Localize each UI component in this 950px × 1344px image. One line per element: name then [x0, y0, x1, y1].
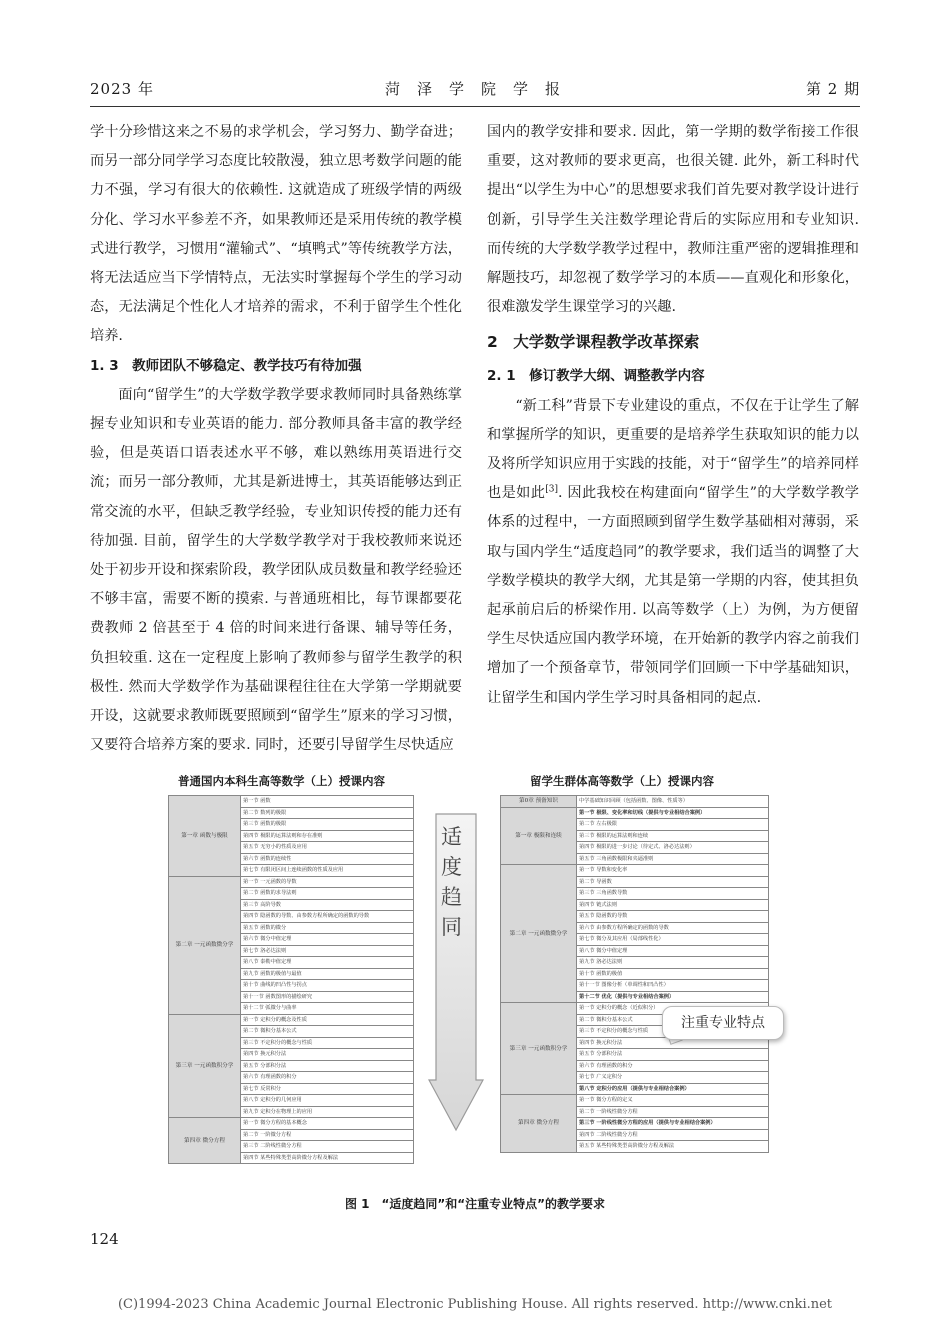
section-cell: 第八节 定积分的应用（提供与专业相结合案例） [577, 1083, 769, 1095]
chapter-cell: 第一章 极限和连续 [501, 807, 577, 865]
chapter-cell: 第0章 预备知识 [501, 796, 577, 808]
section-cell: 第四节 链式法则 [577, 899, 769, 911]
section-cell: 第十一节 图像分析（单调性和凹凸性） [577, 980, 769, 992]
left-paragraph-2: 面向“留学生”的大学数学教学要求教师同时具备熟练掌握专业知识和专业英语的能力. 部分教师具备丰富的教学经验，但是英语口语表述水平不够，难以熟练用英语进行交流；而另一部分教师，尤其是新进博士，其英语能够达到正常交流的水平，但缺乏教学经验，专业知识传授的能力还有待加强. 目前，留学生的大学数学教学对于我校教师来说还处于初步开设和探索阶段，教学团队成员数量和教学经验还不够丰富，需要不断的摸索. 与普通班相比，每节课都要花费教师 2 倍甚至于 4 倍的时间来进行备课、辅导等任务，负担较重. 这在一定程度上影响了教师参与留学生教学的积极性. 然而大学数学作为基础课程往往在大学第一学期就要开设，这就要求教师既要照顾到“留学生”原来的学习习惯，又要符合培养方案的要求. 同时，还要引导留学生尽快适应 [90, 386, 462, 754]
section-cell: 第一节 微分方程的基本概念 [241, 1118, 414, 1130]
section-cell: 第七节 有限闭区间上连续函数的性质及应用 [241, 865, 414, 877]
section-cell: 第四节 隐函数的导数、由参数方程所确定的函数的导数 [241, 911, 414, 923]
section-cell: 第四节 二阶线性微分方程 [577, 1129, 769, 1141]
right-column [487, 118, 859, 713]
figure-right-title: 留学生群体高等数学（上）授课内容 [530, 774, 714, 788]
section-cell: 第二节 左右极限 [577, 819, 769, 831]
table-row [501, 865, 769, 877]
section-cell: 第八节 定积分的几何应用 [241, 1095, 414, 1107]
section-cell: 第一节 定积分的概念及性质 [241, 1014, 414, 1026]
section-cell: 第二节 导函数 [577, 876, 769, 888]
section-cell: 第七节 反常积分 [241, 1083, 414, 1095]
section-cell: 第六节 由参数方程所确定的函数的导数 [577, 922, 769, 934]
table-row [501, 796, 769, 808]
domestic-syllabus-table [168, 795, 414, 1164]
section-cell: 第六节 函数的连续性 [241, 853, 414, 865]
section-cell: 第四节 某些特殊类型高阶微分方程及解法 [241, 1152, 414, 1164]
section-cell: 第二节 函数的求导法则 [241, 888, 414, 900]
section-cell: 第三节 高阶导数 [241, 899, 414, 911]
header-journal: 菏 泽 学 院 学 报 [385, 80, 562, 98]
section-cell: 第二节 一阶线性微分方程 [577, 1106, 769, 1118]
section-cell: 第九节 定积分在物理上的应用 [241, 1106, 414, 1118]
section-cell: 第三节 不定积分的概念与性质 [577, 1026, 769, 1038]
section-cell: 第九节 函数的极值与最值 [241, 968, 414, 980]
section-cell: 第四节 极限的运算法则和存在准则 [241, 830, 414, 842]
chapter-cell: 第二章 一元函数微分学 [501, 865, 577, 1003]
table-row [501, 1095, 769, 1107]
section-cell: 第二节 数列的极限 [241, 807, 414, 819]
section-cell: 第一节 导数和变化率 [577, 865, 769, 877]
section-cell: 第六节 有理函数的积分 [577, 1060, 769, 1072]
figure-left-title: 普通国内本科生高等数学（上）授课内容 [178, 774, 385, 788]
section-cell: 第七节 洛必达法则 [241, 945, 414, 957]
header-issue: 第 2 期 [806, 80, 861, 98]
section-cell: 第五节 隐函数的导数 [577, 911, 769, 923]
page-number: 124 [90, 1230, 119, 1248]
chapter-cell: 第三章 一元函数积分学 [169, 1014, 241, 1118]
section-cell: 第三节 极限的运算法则和连续 [577, 830, 769, 842]
section-cell: 第十节 函数的极值 [577, 968, 769, 980]
section-cell: 第五节 分部积分法 [241, 1060, 414, 1072]
section-1-3-heading: 1. 3 教师团队不够稳定、教学技巧有待加强 [90, 357, 362, 374]
section-cell: 第一节 极限、变化率和切线（提供与专业相结合案例） [577, 807, 769, 819]
section-cell: 第二节 一阶微分方程 [241, 1129, 414, 1141]
section-cell: 第一节 函数 [241, 796, 414, 808]
chapter-cell: 第四章 微分方程 [501, 1095, 577, 1153]
table-row [169, 1118, 414, 1130]
section-cell: 第一节 微分方程的定义 [577, 1095, 769, 1107]
section-cell: 第八节 微分中值定理 [577, 945, 769, 957]
section-cell: 第六节 有理函数的积分 [241, 1072, 414, 1084]
chapter-cell: 第三章 一元函数积分学 [501, 1003, 577, 1095]
section-cell: 第五节 某些特殊类型高阶微分方程及解法 [577, 1141, 769, 1153]
section-cell: 第四节 换元积分法 [577, 1037, 769, 1049]
header-rule [90, 106, 860, 107]
section-cell: 第一节 定积分的概念（近似积分） [577, 1003, 769, 1015]
right-paragraph-1: 国内的教学安排和要求. 因此，第一学期的数学衔接工作很重要，这对教师的要求更高，也很关键. 此外，新工科时代提出“以学生为中心”的思想要求我们首先要对教学设计进行创新，引导学生关注数学理论背后的实际应用和专业知识. 而传统的大学数学教学过程中，教师注重严密的逻辑推理和解题技巧，却忽视了数学学习的本质——直观化和形象化，很难激发学生课堂学习的兴趣. [487, 124, 859, 316]
section-cell: 第十节 曲线的凹凸性与拐点 [241, 980, 414, 992]
section-cell: 第十一节 函数图形的描绘研究 [241, 991, 414, 1003]
table-row [169, 796, 414, 808]
citation: [3] [545, 484, 559, 495]
section-cell: 第三节 不定积分的概念与性质 [241, 1037, 414, 1049]
section-cell: 第五节 分部积分法 [577, 1049, 769, 1061]
section-cell: 第五节 三角函数极限和夹逼准则 [577, 853, 769, 865]
section-cell: 第一节 一元函数的导数 [241, 876, 414, 888]
chapter-cell: 第一章 函数与极限 [169, 796, 241, 877]
table-row [169, 876, 414, 888]
section-cell: 第十二节 弧微分与曲率 [241, 1003, 414, 1015]
section-cell: 第七节 微分及其应用（局部线性化） [577, 934, 769, 946]
section-cell: 第九节 洛必达法则 [577, 957, 769, 969]
section-cell: 第三节 三角函数导数 [577, 888, 769, 900]
section-cell: 第二节 微积分基本公式 [241, 1026, 414, 1038]
section-cell: 第五节 函数的微分 [241, 922, 414, 934]
chapter-cell: 第四章 微分方程 [169, 1118, 241, 1164]
section-cell: 第三节 函数的极限 [241, 819, 414, 831]
section-cell: 第三节 一阶线性微分方程的应用（提供与专业相结合案例） [577, 1118, 769, 1130]
section-cell: 第十二节 优化（提供与专业相结合案例） [577, 991, 769, 1003]
section-cell: 第五节 无穷小的性质及应用 [241, 842, 414, 854]
callout-bubble: 注重专业特点 [662, 1006, 784, 1040]
table-row [501, 807, 769, 819]
chapter-cell: 第二章 一元函数微分学 [169, 876, 241, 1014]
figure-caption: 图 1 “适度趋同”和“注重专业特点”的教学要求 [344, 1197, 606, 1211]
left-paragraph-1: 学十分珍惜这来之不易的求学机会，学习努力、勤学奋进；而另一部分同学学习态度比较散漫，独立思考数学问题的能力不强，学习有很大的依赖性. 这就造成了班级学情的两级分化、学习水平参差不齐，如果教师还是采用传统的教学模式进行教学，习惯用“灌输式”、“填鸭式”等传统教学方法，将无法适应当下学情特点，无法实时掌握每个学生的学习动态，无法满足个性化人才培养的需求，不利于留学生个性化培养. [90, 124, 462, 345]
left-column [90, 118, 462, 760]
header-year: 2023 年 [90, 80, 154, 98]
section-2-heading: 2 大学数学课程教学改革探索 [487, 333, 700, 352]
right-paragraph-2: “新工科”背景下专业建设的重点，不仅在于让学生了解和掌握所学的知识，更重要的是培养学生获取知识的能力以及将所学知识应用于实践的技能，对于“留学生”的培养同样也是如此[3]. 因此我校在构建面向“留学生”的大学数学教学体系的过程中，一方面照顾到留学生数学基础相对薄弱，采取与国内学生“适度趋同”的教学要求，我们适当的调整了大学数学模块的教学大纲，尤其是第一学期的内容，使其担负起承前启后的桥梁作用. 以高等数学（上）为例，为方便留学生尽快适应国内教学环境，在开始新的教学内容之前我们增加了一个预备章节，带领同学们回顾一下中学基础知识，让留学生和国内学生学习时具备相同的起点. [487, 397, 859, 706]
section-cell: 第四节 极限的进一步讨论（待定式、洛必达法则） [577, 842, 769, 854]
section-cell: 第四节 换元积分法 [241, 1049, 414, 1061]
copyright-line: (C)1994-2023 China Academic Journal Electronic Publishing House. All rights reserved. http://www.cnki.net [117, 1297, 833, 1312]
section-2-1-heading: 2. 1 修订教学大纲、调整教学内容 [487, 368, 705, 385]
section-cell: 第八节 泰勒中值定理 [241, 957, 414, 969]
international-syllabus-table [500, 795, 769, 1153]
section-cell: 中学基础知识回顾（包括函数、图像、性质等） [577, 796, 769, 808]
table-row [169, 1014, 414, 1026]
section-cell: 第三节 二阶线性微分方程 [241, 1141, 414, 1153]
arrow-label: 适 度 趋 同 [441, 825, 462, 939]
section-cell: 第二节 微积分基本公式 [577, 1014, 769, 1026]
section-cell: 第六节 微分中值定理 [241, 934, 414, 946]
section-cell: 第七节 广义定积分 [577, 1072, 769, 1084]
